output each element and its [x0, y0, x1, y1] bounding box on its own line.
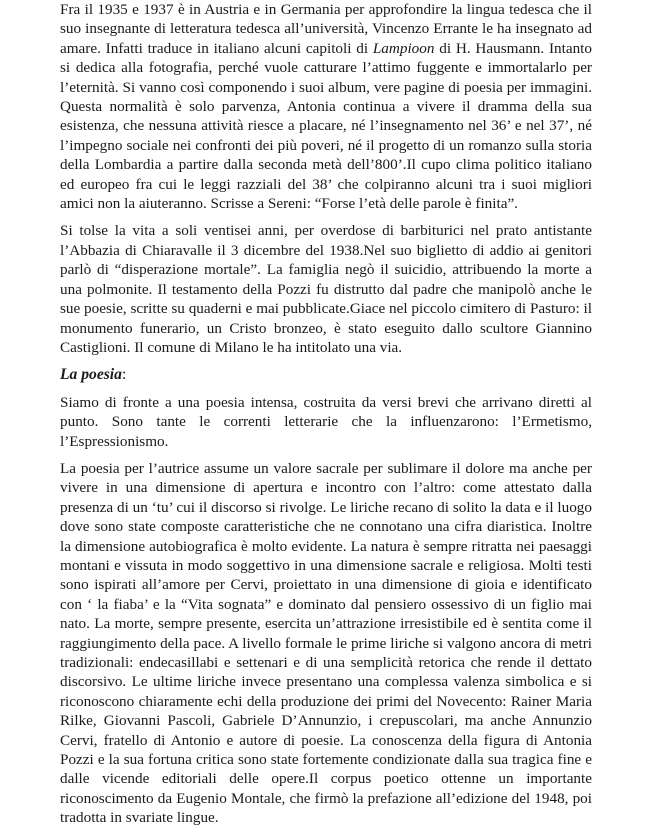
section-heading	[60, 365, 592, 384]
paragraph-biography-2: Si tolse la vita a soli ventisei anni, per overdose di barbiturici nel prato antistante l’Abbazia di Chiaravalle il 3 dicembre del 1938.Nel suo biglietto di addio ai genitori parlò di “disperazione mortale”. La famiglia negò il suicidio, attribuendo la morte a una polmonite. Il testamento della Pozzi fu distrutto dal padre che manipolò anche le sue poesie, scritte su quaderni e mai pubblicate.Giace nel piccolo cimitero di Pasturo: il monumento funerario, un Cristo bronzeo, è stato eseguito dallo scultore Giannino Castiglioni. Il comune di Milano le ha intitolato una via.	[60, 222, 592, 356]
section-heading-title: La poesia	[60, 366, 122, 384]
section-heading-colon: :	[121, 366, 127, 384]
paragraph-poetry-analysis: La poesia per l’autrice assume un valore sacrale per sublimare il dolore ma anche per vivere in una dimensione di apertura e incontro con l’altro: come attestato dalla presenza di un ‘tu’ cui il discorso si rivolge. Le liriche recano di solito la data e il luogo dove sono state composte caratteristiche che ne connotano una cifra diaristica. Inoltre la dimensione autobiografica è molto evidente. La natura è sempre ritratta nei paesaggi montani e vissuta in modo soggettivo in una dimensione sacrale e religiosa. Molti testi sono ispirati all’amore per Cervi, proiettato in una dimensione di gioia e identificato con ‘ la fiaba’ e la “Vita sognata” e dominato dal pensiero ossessivo di un figlio mai nato. La morte, sempre presente, esercita un’attrazione irresistibile ed è sentita come il raggiungimento della pace. A livello formale le prime liriche si valgono ancora di metri tradizionali: endecasillabi e settenari e di una semplicità retorica che rende il dettato discorsivo. Le ultime liriche invece presentano una complessa valenza simbolica e si riconoscono chiaramente echi della produzione dei primi del Novecento: Rainer Maria Rilke, Giovanni Pascoli, Gabriele D’Annunzio, i crepuscolari, ma anche Annunzio Cervi, fratello di Antonio e autore di poesie. La conoscenza della figura di Antonia Pozzi e la sua fortuna critica sono state fortemente condizionate dalla sua tragica fine e dalle vicende editoriali delle opere.Il corpus poetico ottenne un importante riconoscimento da Eugenio Montale, che firmò la prefazione all’edizione del 1948, poi tradotta in svariate lingue.	[60, 459, 592, 827]
document-page	[60, 0, 592, 836]
paragraph-biography-1	[60, 0, 592, 213]
book-title: Lampioon	[372, 39, 435, 57]
paragraph-text: Fra il 1935 e 1937 è in Austria e in Germania per approfondire la lingua tedesca che il suo insegnante di letteratura tedesca all’università, Vincenzo Errante le ha insegnato ad amare. Infatti traduce in italiano alcuni capitoli di	[60, 1, 592, 57]
paragraph-text: di H. Hausmann. Intanto si dedica alla fotografia, perché vuole catturare l’attimo fuggente e immortalarlo per l’eternità. Si vanno così componendo i suoi album, vere pagine di poesia per immagini. Questa normalità è solo parvenza, Antonia continua a vivere il dramma della sua esistenza, che nessuna attività riesce a placare, né l’insegnamento nel 36’ e nel 37’, né l’impegno sociale nei confronti dei più poveri, né il progetto di un romanzo sulla storia della Lombardia a partire dalla seconda metà dell’800’.Il cupo clima politico italiano ed europeo fra cui le leggi razziali del 38’ che colpiranno alcuni tra i suoi migliori amici non la aiuteranno. Scrisse a Sereni: “Forse l’età delle parole è finita”.	[60, 39, 592, 213]
paragraph-poetry-intro: Siamo di fronte a una poesia intensa, costruita da versi brevi che arrivano diretti al punto. Sono tante le correnti letterarie che la influenzarono: l’Ermetismo, l’Espressionismo.	[60, 393, 592, 450]
